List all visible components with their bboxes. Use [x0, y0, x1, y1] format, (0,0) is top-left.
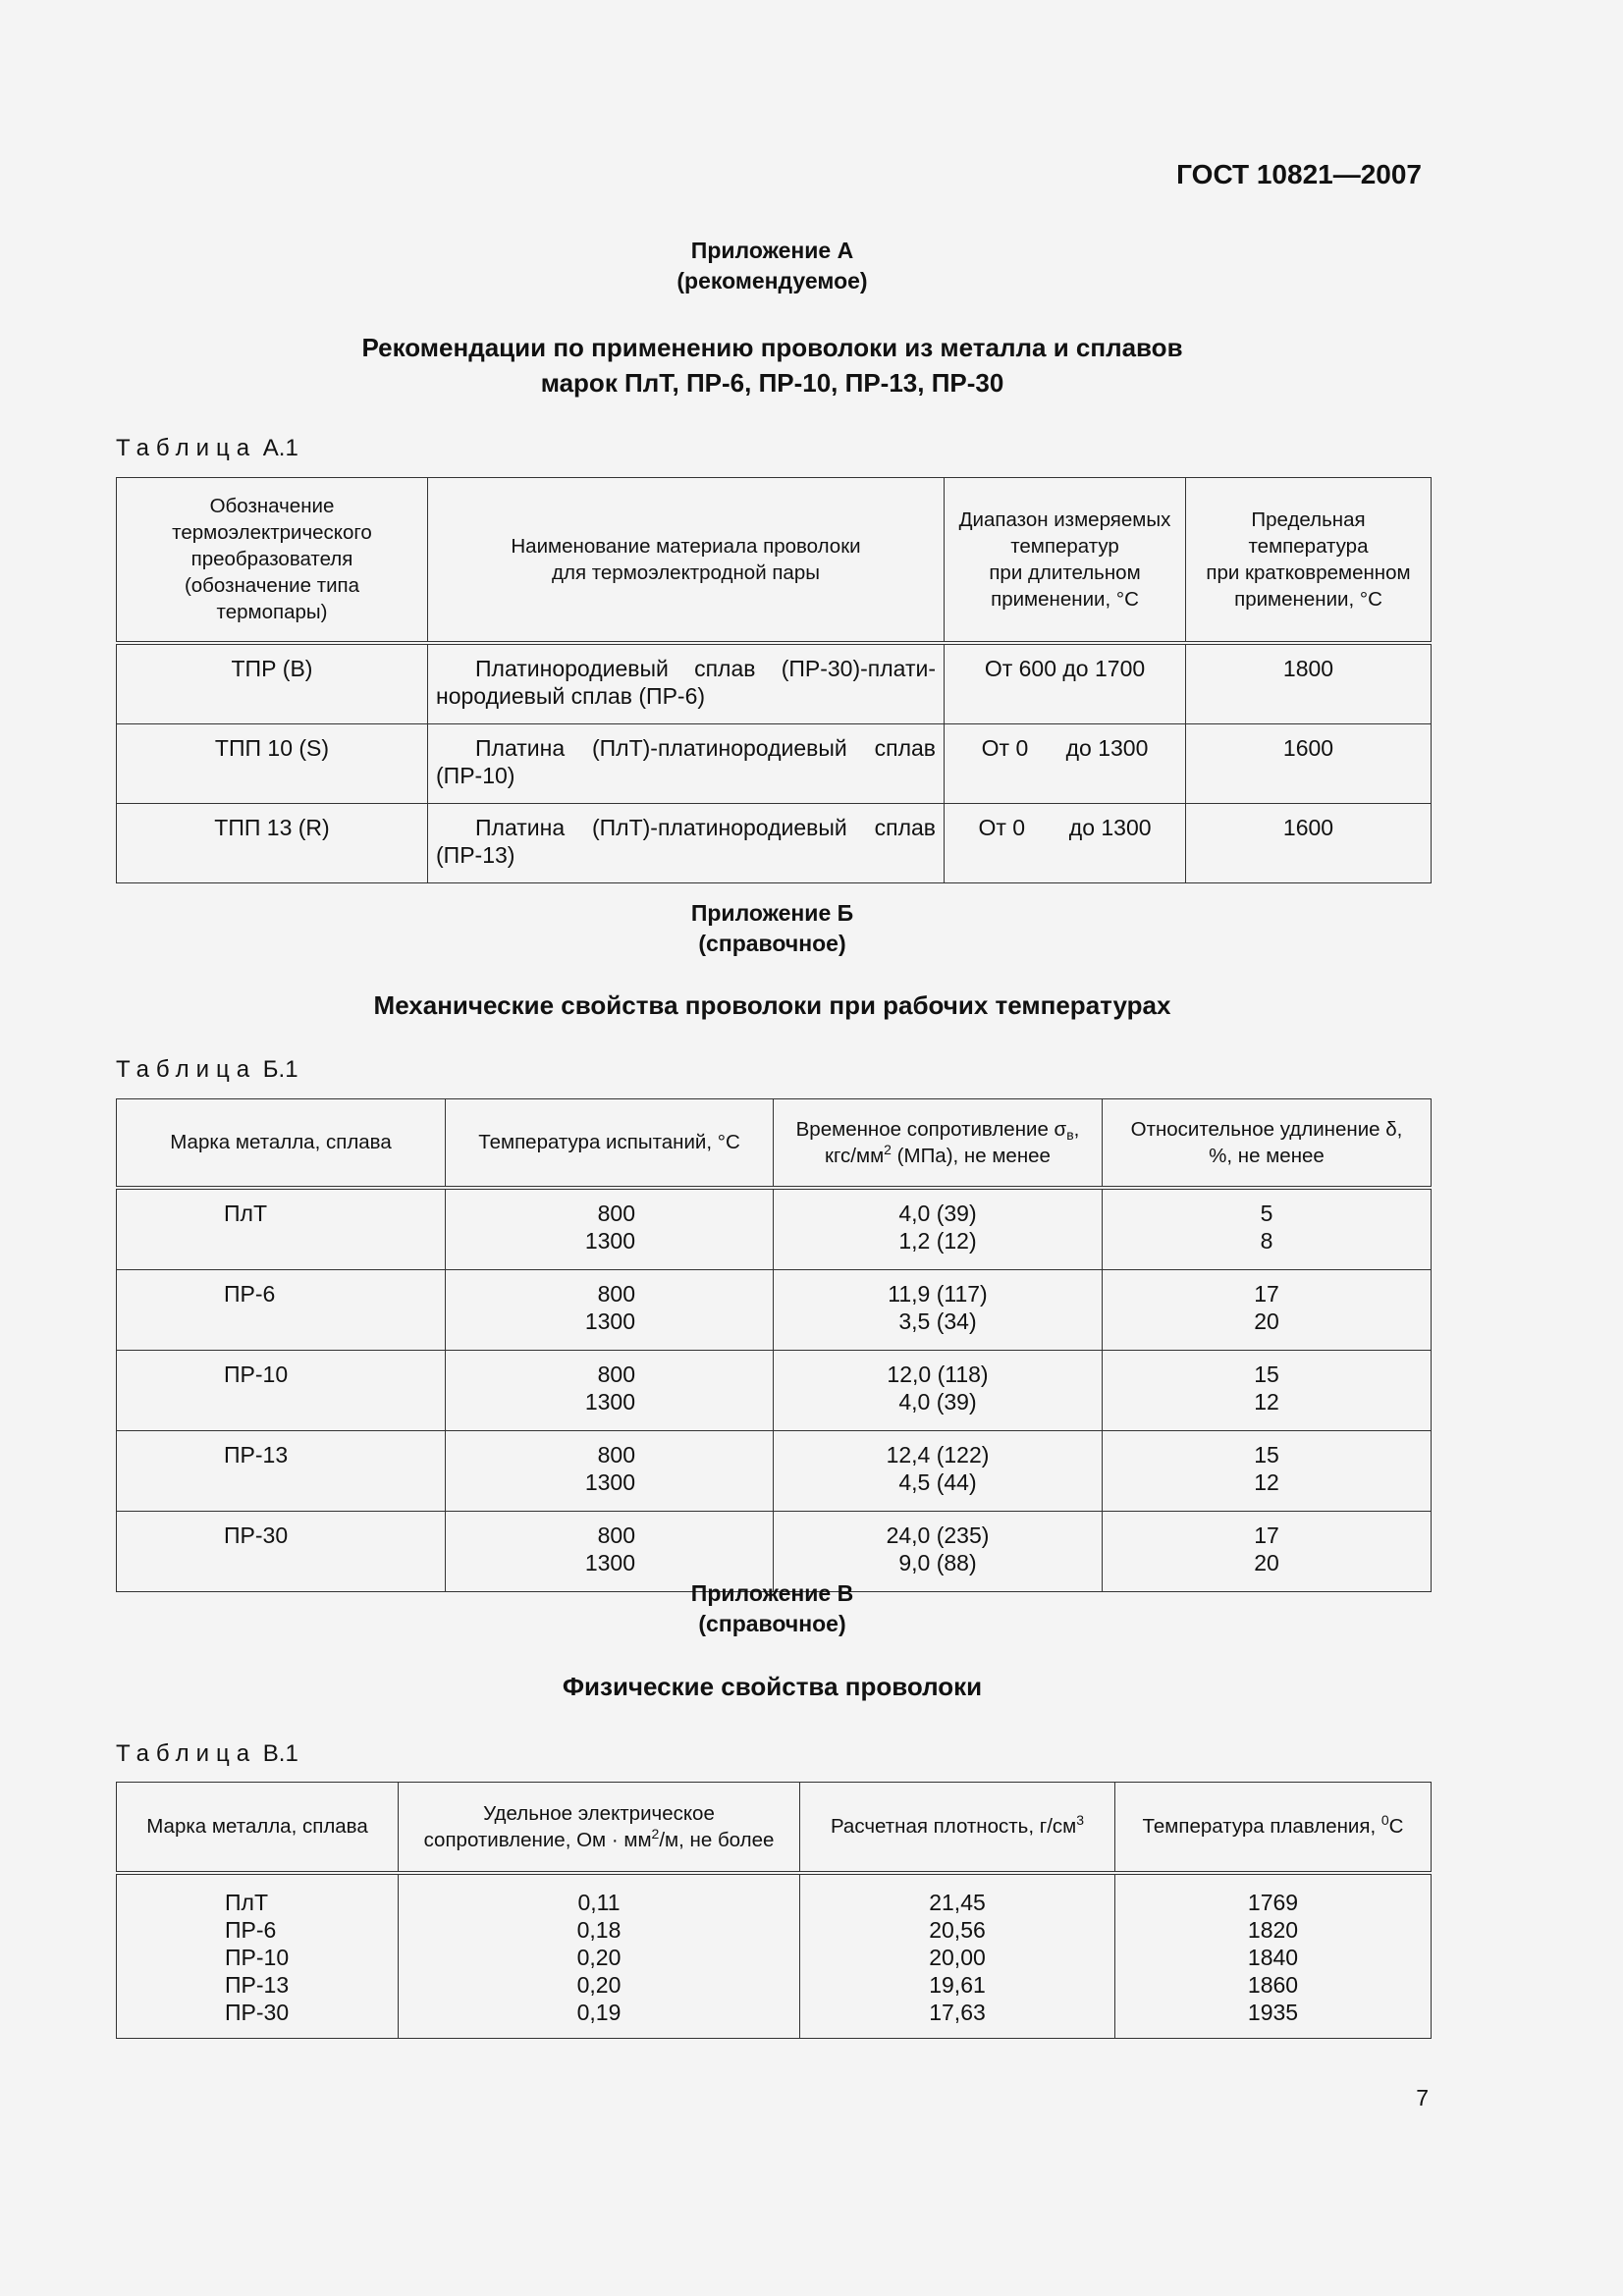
- strength-1: 24,0 (235): [886, 1522, 990, 1548]
- cell-marks: [117, 1873, 399, 2039]
- header-line: [774, 1143, 1102, 1169]
- temp-1: 800: [597, 1280, 635, 1307]
- strength-2: 9,0 (88): [898, 1549, 977, 1575]
- strength-1: 12,0 (118): [887, 1361, 989, 1387]
- melting-value: 1860: [1247, 1971, 1299, 1998]
- strength-2: 1,2 (12): [898, 1227, 977, 1254]
- melt-tail: С: [1388, 1815, 1404, 1839]
- cell-limit: 1600: [1186, 723, 1432, 803]
- cell-mark: ПР-13: [117, 1430, 446, 1511]
- density-value: 20,56: [929, 1916, 986, 1943]
- cell-material-text: Платинородиевый сплав (ПР-30)-плати-нородиевый сплав (ПР-6): [436, 655, 936, 709]
- table-b1-header-strength: [774, 1099, 1103, 1188]
- cell-limit: 1800: [1186, 643, 1432, 724]
- table-v1-label-number: В.1: [262, 1740, 298, 1767]
- melting-value: 1840: [1247, 1944, 1299, 1970]
- header-line: применении, °С: [991, 587, 1139, 611]
- cell-mark: ПР-6: [117, 1269, 446, 1350]
- table-b1: [116, 1098, 1432, 1592]
- resist-sup: 2: [651, 1825, 660, 1842]
- table-a1-label-number: А.1: [262, 435, 298, 461]
- cell-density: [800, 1873, 1115, 2039]
- cell-strength: [774, 1350, 1103, 1430]
- cell-designation: ТПП 13 (R): [117, 803, 428, 882]
- table-row: [117, 723, 1432, 803]
- cell-elongation: [1103, 1269, 1432, 1350]
- strength-sup: 2: [884, 1141, 892, 1157]
- header-line: термоэлектрического: [172, 521, 372, 545]
- marks-value: ПР-10: [225, 1944, 290, 1970]
- header-line: термопары): [216, 601, 328, 624]
- elong-2: 12: [1254, 1468, 1279, 1495]
- table-b1-header-mark: Марка металла, сплава: [117, 1099, 446, 1188]
- resist-tail: /м, не более: [659, 1828, 775, 1851]
- header-line: Предельная: [1251, 507, 1366, 531]
- table-a1-header-range: [945, 478, 1186, 643]
- resistivity-value: 0,19: [576, 1999, 622, 2025]
- marks-value: ПР-30: [225, 1999, 290, 2025]
- table-row: [117, 803, 1432, 882]
- table-a1-header-material: [428, 478, 945, 643]
- table-v1-header-melting: [1115, 1783, 1432, 1873]
- table-row: [117, 1188, 1432, 1270]
- melting-value: 1769: [1247, 1889, 1299, 1915]
- strength-sub: в: [1066, 1126, 1074, 1143]
- cell-material: [428, 803, 945, 882]
- density-value: 20,00: [929, 1944, 986, 1970]
- header-line: применении, °С: [1234, 587, 1382, 611]
- density-text: Расчетная плотность, г/см: [830, 1815, 1077, 1839]
- header-line: при кратковременном: [1206, 561, 1411, 584]
- table-a1: [116, 477, 1432, 883]
- cell-limit: 1600: [1186, 803, 1432, 882]
- cell-designation: ТПП 10 (S): [117, 723, 428, 803]
- cell-mark: ПР-30: [117, 1511, 446, 1591]
- melt-text: Температура плавления,: [1142, 1815, 1381, 1839]
- temp-1: 800: [597, 1361, 635, 1387]
- cell-range: От 600 до 1700: [945, 643, 1186, 724]
- cell-material-text: Платина (ПлТ)-платинородиевый сплав (ПР-13): [436, 814, 936, 868]
- table-v1-header-resistivity: [399, 1783, 800, 1873]
- annex-b-heading: Механические свойства проволоки при рабочих температурах: [373, 990, 1171, 1020]
- page-number: 7: [1416, 2085, 1429, 2110]
- elong-2: 20: [1254, 1308, 1279, 1334]
- density-value: 19,61: [929, 1971, 986, 1998]
- annex-v-heading: Физические свойства проволоки: [562, 1672, 983, 1701]
- elong-1: 17: [1254, 1280, 1279, 1307]
- density-sup: 3: [1076, 1812, 1085, 1829]
- annex-a-heading-line1: Рекомендации по применению проволоки из металла и сплавов: [361, 333, 1183, 362]
- header-line: температура: [1248, 534, 1369, 558]
- header-line: [774, 1116, 1102, 1143]
- cell-mark: ПлТ: [117, 1188, 446, 1270]
- melting-value: 1820: [1247, 1916, 1299, 1943]
- cell-range: От 0 до 1300: [945, 723, 1186, 803]
- header-line: Обозначение: [209, 495, 335, 518]
- elong-1: 17: [1254, 1522, 1279, 1548]
- resist-text: сопротивление, Ом · мм: [423, 1828, 652, 1851]
- header-line: Относительное удлинение δ,: [1130, 1117, 1403, 1141]
- resistivity-value: 0,18: [576, 1916, 622, 1943]
- cell-range: От 0 до 1300: [945, 803, 1186, 882]
- resistivity-value: 0,20: [576, 1971, 622, 1998]
- annex-v-title: [0, 1578, 1544, 1639]
- cell-melting: [1115, 1873, 1432, 2039]
- table-row: [117, 1430, 1432, 1511]
- header-line: %, не менее: [1209, 1144, 1325, 1167]
- cell-strength: [774, 1188, 1103, 1270]
- table-v1-header-mark: Марка металла, сплава: [117, 1783, 399, 1873]
- document-code: ГОСТ 10821—2007: [1176, 159, 1422, 189]
- table-b1-header-elongation: [1103, 1099, 1432, 1188]
- cell-material-text: Платина (ПлТ)-платинородиевый сплав (ПР-10): [436, 734, 936, 788]
- table-a1-label: [116, 435, 298, 462]
- cell-designation: ТПР (В): [117, 643, 428, 724]
- elong-2: 12: [1254, 1388, 1279, 1415]
- table-v1-label: [116, 1740, 298, 1768]
- table-b1-label-number: Б.1: [262, 1056, 298, 1083]
- header-line: (обозначение типа: [184, 574, 360, 598]
- table-row: [117, 1269, 1432, 1350]
- annex-a-status: (рекомендуемое): [676, 268, 868, 294]
- header-line: преобразователя: [190, 548, 353, 571]
- table-v1-label-word: Таблица: [116, 1740, 257, 1767]
- melting-value: 1935: [1247, 1999, 1299, 2025]
- melt-sup: 0: [1380, 1812, 1389, 1829]
- density-value: 21,45: [929, 1889, 986, 1915]
- cell-resistivity: [399, 1873, 800, 2039]
- marks-value: ПР-13: [225, 1971, 290, 1998]
- annex-b-title: [0, 898, 1544, 959]
- temp-2: 1300: [584, 1227, 635, 1254]
- table-v1: [116, 1782, 1432, 2039]
- cell-strength: [774, 1269, 1103, 1350]
- annex-a-title: [0, 236, 1544, 296]
- strength-1: 11,9 (117): [888, 1280, 988, 1307]
- table-a1-label-word: Таблица: [116, 435, 257, 461]
- strength-comma: ,: [1073, 1117, 1080, 1141]
- cell-material: [428, 643, 945, 724]
- strength-2: 3,5 (34): [898, 1308, 977, 1334]
- table-row: [117, 1873, 1432, 2039]
- cell-mark: ПР-10: [117, 1350, 446, 1430]
- header-line: при длительном: [989, 561, 1141, 584]
- table-a1-header-row: [117, 478, 1432, 643]
- table-b1-header-row: [117, 1099, 1432, 1188]
- resistivity-value: 0,20: [576, 1944, 622, 1970]
- resistivity-value: 0,11: [577, 1889, 621, 1915]
- header-line: [399, 1827, 799, 1853]
- cell-elongation: [1103, 1350, 1432, 1430]
- annex-b-title-text: Приложение Б: [690, 900, 854, 926]
- strength-2: 4,5 (44): [898, 1468, 977, 1495]
- annex-a-heading: [0, 330, 1544, 400]
- marks-value: ПлТ: [225, 1889, 269, 1915]
- temp-2: 1300: [584, 1308, 635, 1334]
- table-row: [117, 643, 1432, 724]
- elong-1: 15: [1254, 1441, 1279, 1468]
- table-row: [117, 1350, 1432, 1430]
- table-b1-header-temp: Температура испытаний, °С: [446, 1099, 774, 1188]
- elong-2: 20: [1254, 1549, 1279, 1575]
- strength-1: 4,0 (39): [898, 1200, 977, 1226]
- cell-material: [428, 723, 945, 803]
- cell-temp: [446, 1188, 774, 1270]
- header-line: Удельное электрическое: [483, 1801, 715, 1825]
- temp-1: 800: [597, 1200, 635, 1226]
- cell-temp: [446, 1430, 774, 1511]
- cell-strength: [774, 1430, 1103, 1511]
- header-line: Наименование материала проволоки: [511, 534, 861, 558]
- annex-a-heading-line2: марок ПлТ, ПР-6, ПР-10, ПР-13, ПР-30: [540, 368, 1004, 398]
- table-a1-header-limit: [1186, 478, 1432, 643]
- strength-text: Временное сопротивление σ: [795, 1117, 1067, 1141]
- table-a1-header-designation: [117, 478, 428, 643]
- cell-temp: [446, 1350, 774, 1430]
- cell-temp: [446, 1269, 774, 1350]
- strength-2: 4,0 (39): [898, 1388, 977, 1415]
- temp-1: 800: [597, 1441, 635, 1468]
- temp-1: 800: [597, 1522, 635, 1548]
- elong-2: 8: [1260, 1227, 1273, 1254]
- elong-1: 15: [1254, 1361, 1279, 1387]
- strength-1: 12,4 (122): [886, 1441, 990, 1468]
- temp-2: 1300: [584, 1468, 635, 1495]
- header-line: Диапазон измеряемых: [958, 507, 1171, 531]
- marks-value: ПР-6: [225, 1916, 277, 1943]
- table-b1-label-word: Таблица: [116, 1056, 257, 1083]
- strength-unit-tail: (МПа), не менее: [891, 1144, 1051, 1167]
- temp-2: 1300: [584, 1549, 635, 1575]
- annex-b-status: (справочное): [698, 931, 846, 956]
- table-v1-header-density: [800, 1783, 1115, 1873]
- temp-2: 1300: [584, 1388, 635, 1415]
- density-value: 17,63: [929, 1999, 986, 2025]
- annex-v-title-text: Приложение В: [690, 1580, 854, 1606]
- table-b1-label: [116, 1056, 298, 1084]
- annex-a-title-text: Приложение А: [690, 238, 854, 263]
- table-v1-header-row: [117, 1783, 1432, 1873]
- cell-elongation: [1103, 1430, 1432, 1511]
- cell-elongation: [1103, 1188, 1432, 1270]
- strength-unit: кгс/мм: [825, 1144, 885, 1167]
- header-line: температур: [1010, 534, 1119, 558]
- elong-1: 5: [1260, 1200, 1273, 1226]
- annex-v-status: (справочное): [698, 1611, 846, 1636]
- header-line: для термоэлектродной пары: [552, 561, 820, 584]
